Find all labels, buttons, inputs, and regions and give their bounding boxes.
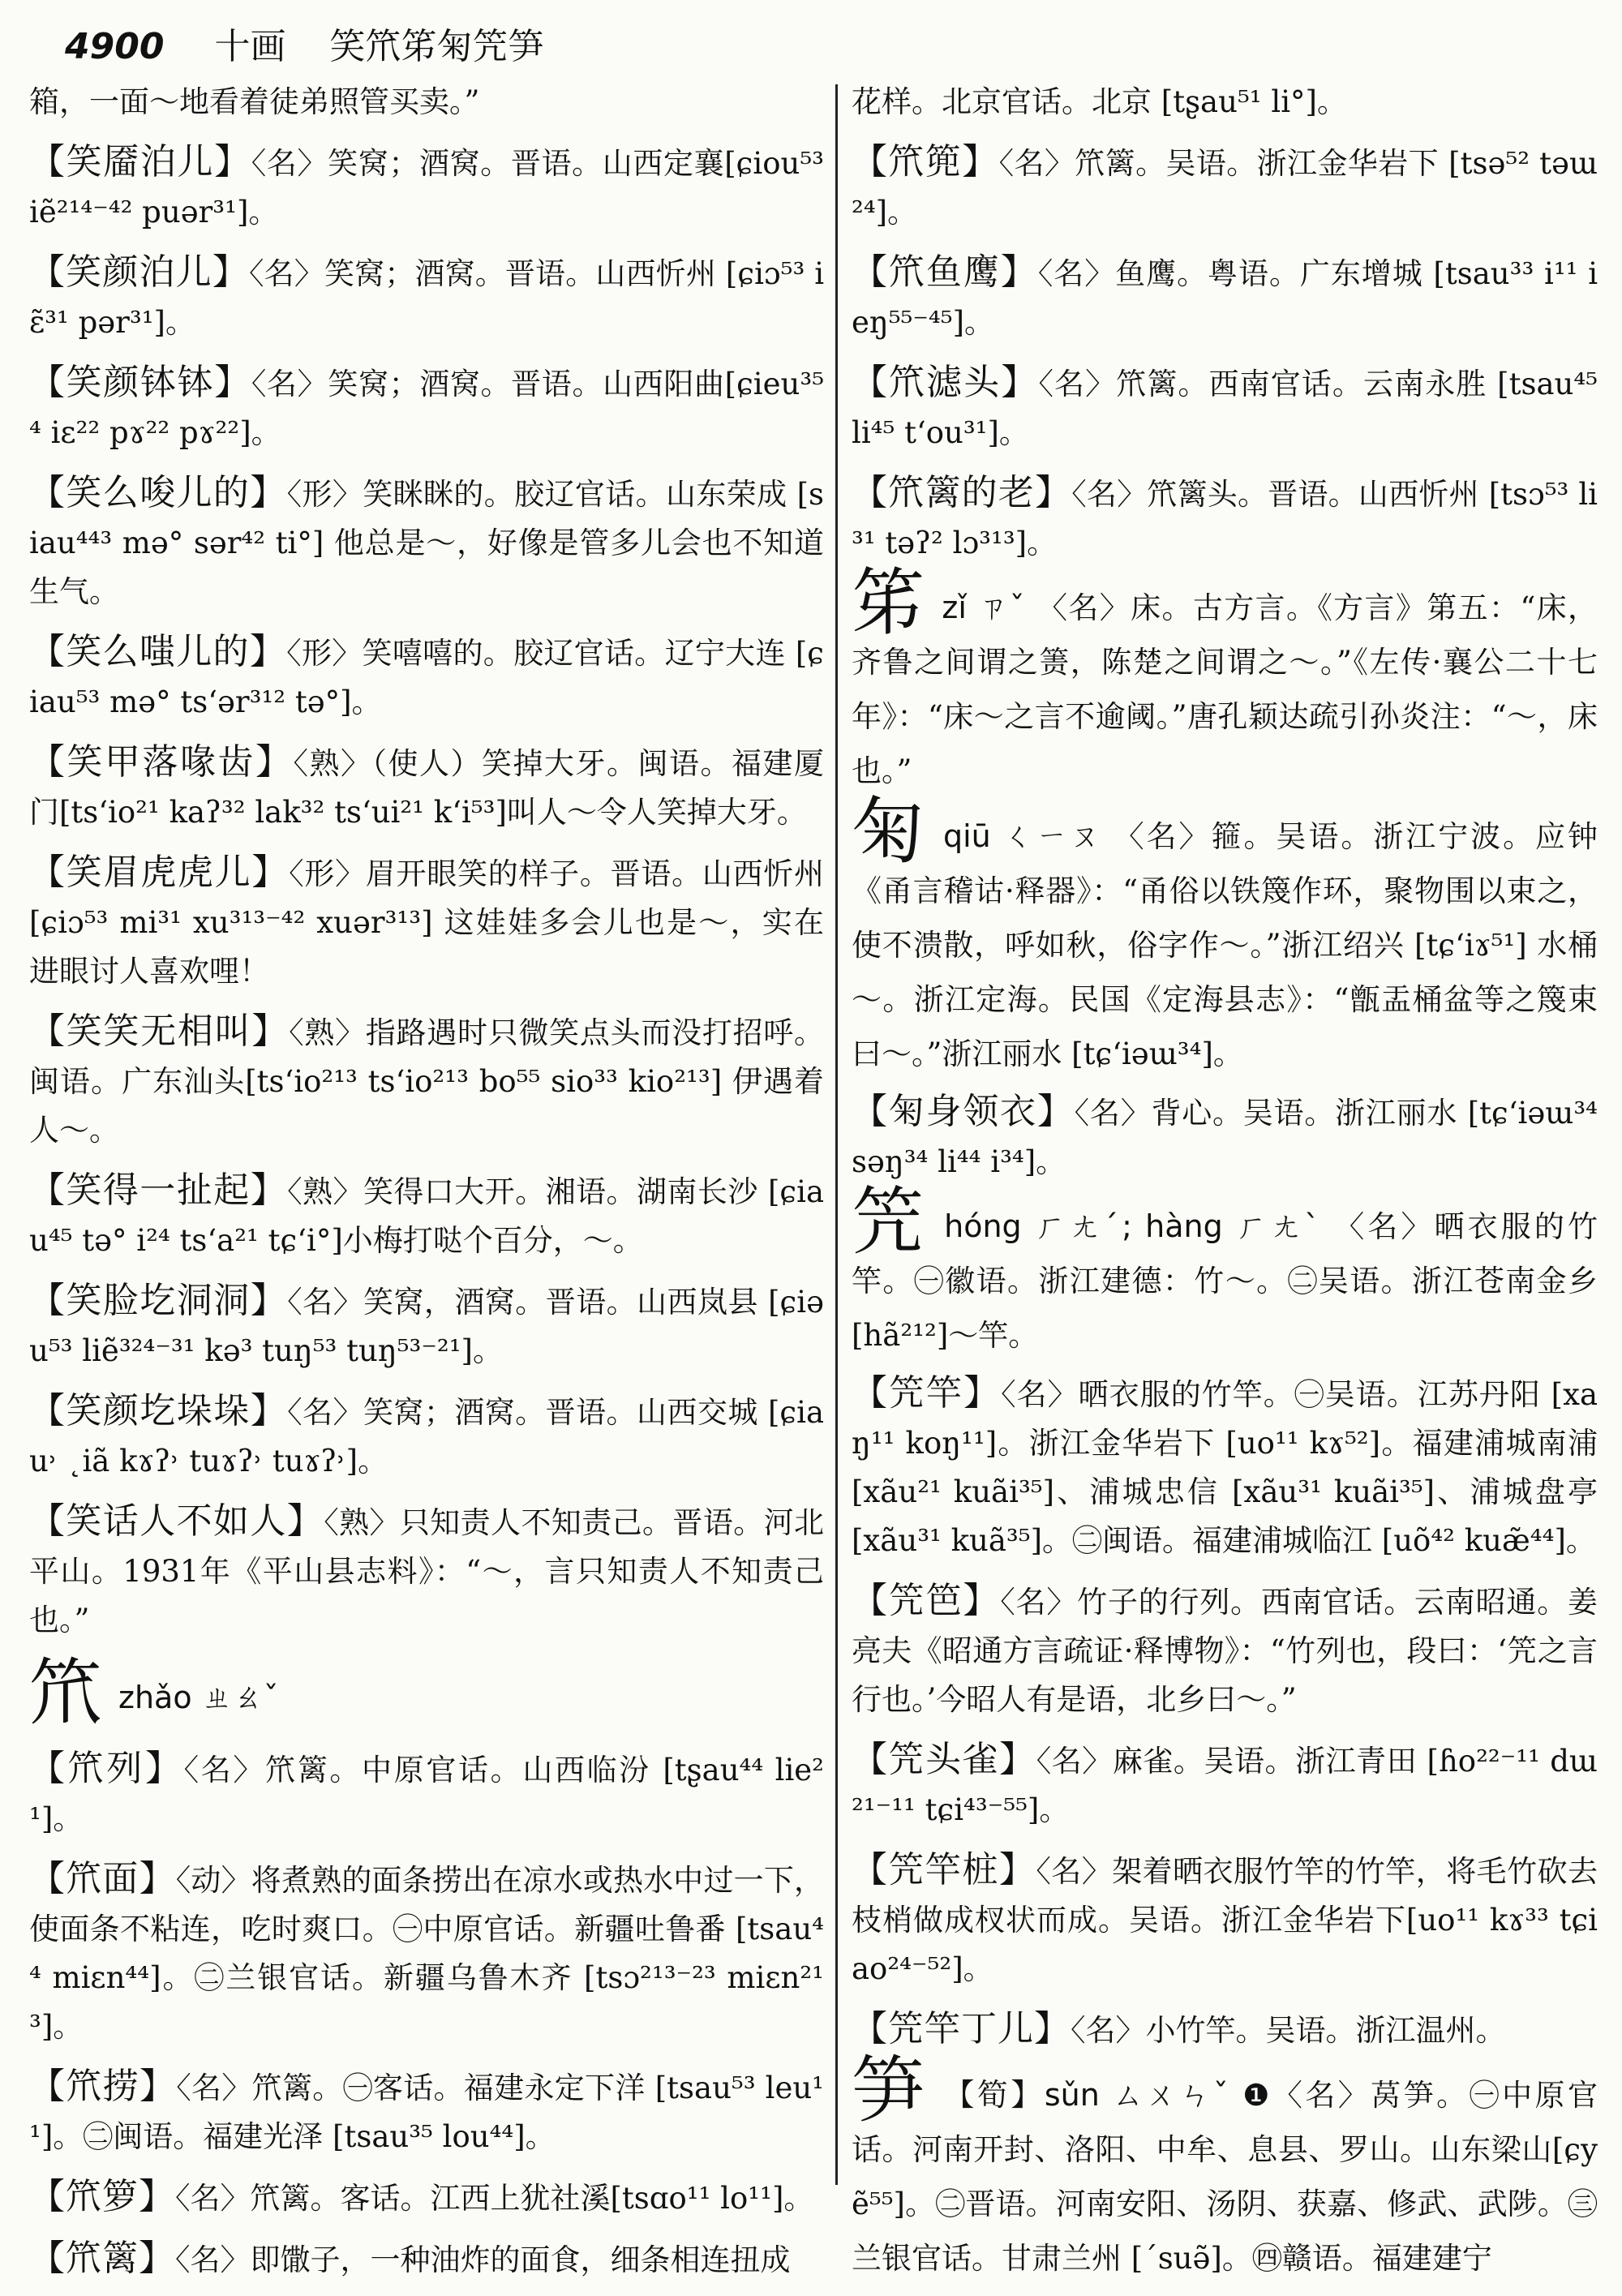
column-divider [835,84,838,2185]
headword: 【 笑颜圪垛垛 】 [29,1390,287,1431]
running-header [65,23,1573,71]
headword: 【 笊箩 】 [29,2176,175,2217]
section-label: 十画 [214,26,286,67]
dictionary-entry [29,469,824,616]
headword: 【 笑眉虎虎儿 】 [29,852,289,893]
definition-text: 〈名〉竹子的行列。西南官话。云南昭通。姜亮夫《昭通方言疏证·释博物》：“竹列也，段曰：‘笐之言行也。’今昭人有是语，北乡曰～。” [852,1585,1598,1717]
definition-text: 〈熟〉笑得口大开。湘语。湖南长沙 [ɕiau⁴⁵ tə° i²⁴ tsʻa²¹ tɕʻi°]小梅打哒个百分，～。 [29,1174,825,1258]
definition-text: 〈名〉笊篱。客话。江西上犹社溪[tsɑo¹¹ lo¹¹]。 [175,2181,814,2216]
headword: 【 笊篱的老 】 [852,472,1071,513]
headword: 【 笊捞 】 [29,2066,176,2107]
dictionary-entry [29,1166,824,1265]
header-characters: 笑笊笫匊笐笋 [329,26,544,67]
definition-text: 〈名〉笑窝，酒窝。晋语。山西岚县 [ɕiəu⁵³ liẽ³²⁴⁻³¹ kə³ tuŋ⁵³ tuŋ⁵³⁻²¹]。 [29,1285,825,1368]
headword: 【 笑靥泊儿 】 [29,141,251,182]
definition-text: 〈名〉笑窝；酒窝。晋语。山西定襄[ɕiou⁵³ iẽ²¹⁴⁻⁴² puər³¹]。 [29,146,824,230]
dictionary-entry [852,1736,1598,1835]
headword: 【 笑脸圪洞洞 】 [29,1280,287,1321]
character-entry [29,1650,824,1741]
left-column [29,78,824,2296]
dictionary-entry [29,1855,824,2051]
definition-text: 〈名〉晒衣服的竹竿。㊀徽语。浙江建德：竹～。㊁吴语。浙江苍南金乡[hã²¹²]～竿。 [852,1209,1598,1353]
headword: 【 笊滤头 】 [852,362,1038,403]
definition-text: 〈名〉笑窝；酒窝。晋语。山西交城 [ɕiau˒ ˛iã kɤʔ˒ tuɤʔ˒ tuɤʔ˒]。 [29,1395,825,1478]
headword: 【 笊列 】 [29,1748,184,1789]
headword: 【 笑颜钵钵 】 [29,362,251,403]
definition-text: 〈形〉眉开眼笑的样子。晋语。山西忻州 [ɕiɔ⁵³ mi³¹ xu³¹³⁻⁴² xuər³¹³] 这娃娃多会儿也是～，实在进眼讨人喜欢哩！ [29,856,825,989]
headword: 【 笑么嗤儿的 】 [29,631,286,672]
pinyin-reading: qiū ㄑㄧㄡ [942,818,1103,854]
definition-text: 〈名〉即馓子，一种油炸的面食，细条相连扭成 [175,2242,791,2277]
dictionary-entry [852,1577,1598,1724]
definition-text: 〈名〉架着晒衣服竹竿的竹竿，将毛竹砍去枝梢做成杈状而成。吴语。浙江金华岩下[uo¹¹ kɤ³³ tɕiao²⁴⁻⁵²]。 [852,1854,1598,1986]
dictionary-entry [29,1387,824,1486]
definition-text: 〈名〉箍。吴语。浙江宁波。应钟《甬言稽诂·释器》：“甬俗以铁篾作环，聚物围以束之，使不溃散，呼如秋，俗字作～。”浙江绍兴 [tɕʻiɤ⁵¹] 水桶～。浙江定海。民国《定海县志》：“甑盂桶盆等之篾束曰～。”浙江丽水 [tɕʻiəɯ³⁴]。 [852,819,1598,1071]
definition-text: 〈名〉笑窝；酒窝。晋语。山西阳曲[ɕieu³⁵⁴ iɛ²² pɤ²² pɤ²²]。 [29,367,825,450]
dictionary-entry [29,848,824,996]
dictionary-entry [29,738,824,837]
dictionary-entry [852,2005,1598,2055]
dictionary-entry [852,1846,1598,1993]
dictionary-entry [852,248,1598,347]
pinyin-reading: 【筍】sǔn ㄙㄨㄣˇ [943,2077,1232,2113]
head-character: 笫 [852,560,926,646]
headword: 【 笐竿 】 [852,1372,1001,1414]
headword: 【 笊鱼鹰 】 [852,251,1038,293]
head-character: 笊 [29,1650,102,1736]
definition-text: 〈形〉笑嘻嘻的。胶辽官话。辽宁大连 [ɕiau⁵³ mə° tsʻər³¹² tə°]。 [29,636,825,719]
headword: 【 笐竿丁儿 】 [852,2008,1071,2049]
pinyin-reading: zǐ ㄗˇ [942,590,1027,625]
headword: 【 匊身领衣 】 [852,1091,1075,1132]
dictionary-entry [29,1745,824,1843]
dictionary-entry [29,2062,824,2161]
headword: 【 笑甲落喙齿 】 [29,741,294,783]
dictionary-entry [852,1088,1598,1187]
headword: 【 笑颜泊儿 】 [29,251,249,293]
head-character: 笐 [852,1179,929,1264]
definition-text: 〈名〉笊篱。㊀客话。福建永定下洋 [tsau⁵³ leu¹¹]。㊁闽语。福建光泽 [tsau³⁵ lou⁴⁴]。 [29,2071,825,2154]
definition-text: 〈名〉笊篱。西南官话。云南永胜 [tsau⁴⁵ li⁴⁵ tʻou³¹]。 [852,367,1598,450]
headword: 【 笐笆 】 [852,1580,1000,1621]
dictionary-entry [29,1277,824,1375]
definition-text: 〈名〉麻雀。吴语。浙江青田 [ɦo²²⁻¹¹ dɯ²¹⁻¹¹ tɕi⁴³⁻⁵⁵]。 [852,1744,1598,1827]
dictionary-entry [852,138,1598,237]
dictionary-entry [29,2173,824,2223]
headword: 【 笑得一扯起 】 [29,1169,287,1211]
definition-text: 〈名〉床。古方言。《方言》第五：“床，齐鲁之间谓之箦，陈楚之间谓之～。”《左传·襄公二十七年》：“床～之言不逾阈。”唐孔颖达疏引孙炎注：“～，床也。” [852,590,1598,788]
dictionary-entry [29,138,824,237]
definition-text: 〈熟〉（使人）笑掉大牙。闽语。福建厦门[tsʻio²¹ kaʔ³² lak³² tsʻui²¹ kʻi⁵³]叫人～令人笑掉大牙。 [29,746,824,830]
headword: 【 笐头雀 】 [852,1739,1036,1780]
character-entry [852,789,1598,1084]
dictionary-entry [29,1007,824,1155]
dictionary-entry [852,1369,1598,1565]
dictionary-entry [852,358,1598,457]
dictionary-entry [29,248,824,347]
right-column [852,78,1598,2292]
pinyin-reading: hóng ㄏㄤˊ; hàng ㄏㄤˋ [944,1208,1324,1244]
character-entry [852,560,1598,801]
definition-text: 〈名〉背心。吴语。浙江丽水 [tɕʻiəɯ³⁴ səŋ³⁴ li⁴⁴ i³⁴]。 [852,1096,1598,1179]
character-entry [852,1179,1598,1366]
dictionary-entry [29,628,824,727]
definition-text: 〈名〉小竹竿。吴语。浙江温州。 [1071,2013,1506,2048]
definition-text: 〈名〉笊篱。中原官话。山西临汾 [tʂau⁴⁴ lie²¹]。 [29,1753,825,1836]
page-number: 4900 [65,26,165,67]
headword: 【 笊篼 】 [852,141,999,182]
headword: 【 笊篱 】 [29,2238,175,2279]
definition-text: 〈名〉笊篱头。晋语。山西忻州 [tsɔ⁵³ li³¹ təʔ² lɔ³¹³]。 [852,477,1598,560]
headword: 【 笐竿桩 】 [852,1849,1036,1890]
pinyin-reading: zhǎo ㄓㄠˇ [118,1680,279,1715]
definition-text: 〈熟〉只知责人不知责己。晋语。河北平山。1931年《平山县志料》：“～，言只知责人不知责己也。” [29,1505,825,1637]
dictionary-entry [852,469,1598,568]
head-character: 笋 [852,2048,928,2133]
character-entry [852,2048,1598,2289]
definition-text: 〈名〉笊篱。吴语。浙江金华岩下 [tsə⁵² təɯ²⁴]。 [852,146,1598,230]
definition-text: 〈形〉笑眯眯的。胶辽官话。山东荣成 [siau⁴⁴³ mə° sər⁴² ti°] 他总是～，好像是管多儿会也不知道生气。 [29,477,825,609]
definition-text: 〈动〉将煮熟的面条捞出在凉水或热水中过一下，使面条不粘连，吃时爽口。㊀中原官话。新疆吐鲁番 [tsau⁴⁴ miɛn⁴⁴]。㊁兰银官话。新疆乌鲁木齐 [tsɔ²¹³⁻²³ miɛn²¹³]。 [29,1863,825,2044]
dictionary-entry [29,2234,824,2285]
dictionary-entry [29,1497,824,1645]
dictionary-entry [29,358,824,457]
definition-text: 〈名〉晒衣服的竹竿。㊀吴语。江苏丹阳 [xaŋ¹¹ koŋ¹¹]。浙江金华岩下 [uo¹¹ kɤ⁵²]。福建浦城南浦 [xãu²¹ kuãi³⁵]、浦城忠信 [xãu³¹ kuãi³⁵]、浦城盘亭 [xãu³¹ kuã³⁵]。㊁闽语。福建浦城临江 [uõ⁴² kuæ̃⁴⁴]。 [852,1377,1598,1558]
headword: 【 笑话人不如人 】 [29,1500,324,1542]
definition-text: 〈名〉笑窝；酒窝。晋语。山西忻州 [ɕiɔ⁵³ iɛ̃³¹ pər³¹]。 [29,256,825,340]
definition-text: ❶〈名〉莴笋。㊀中原官话。河南开封、洛阳、中牟、息县、罗山。山东梁山[ɕyẽ⁵⁵]。㊁晋语。河南安阳、汤阴、获嘉、修武、武陟。㊂兰银官话。甘肃兰州 [ˊsuə̃]。㊃赣语。福建建宁 [852,2078,1598,2276]
entry-continuation: 花样。北京官话。北京 [tʂau⁵¹ li°]。 [852,84,1347,119]
definition-text: 〈熟〉指路遇时只微笑点头而没打招呼。闽语。广东汕头[tsʻio²¹³ tsʻio²¹³ bo⁵⁵ sio³³ kio²¹³] 伊遇着人～。 [29,1015,825,1148]
head-character: 匊 [852,789,927,874]
headword: 【 笑笑无相叫 】 [29,1011,289,1052]
headword: 【 笑么唆儿的 】 [29,472,287,513]
definition-text: 〈名〉鱼鹰。粤语。广东增城 [tsau³³ i¹¹ ieŋ⁵⁵⁻⁴⁵]。 [852,256,1598,340]
headword: 【 笊面 】 [29,1858,176,1899]
entry-continuation: 箱，一面～地看着徒弟照管买卖。” [29,84,480,119]
